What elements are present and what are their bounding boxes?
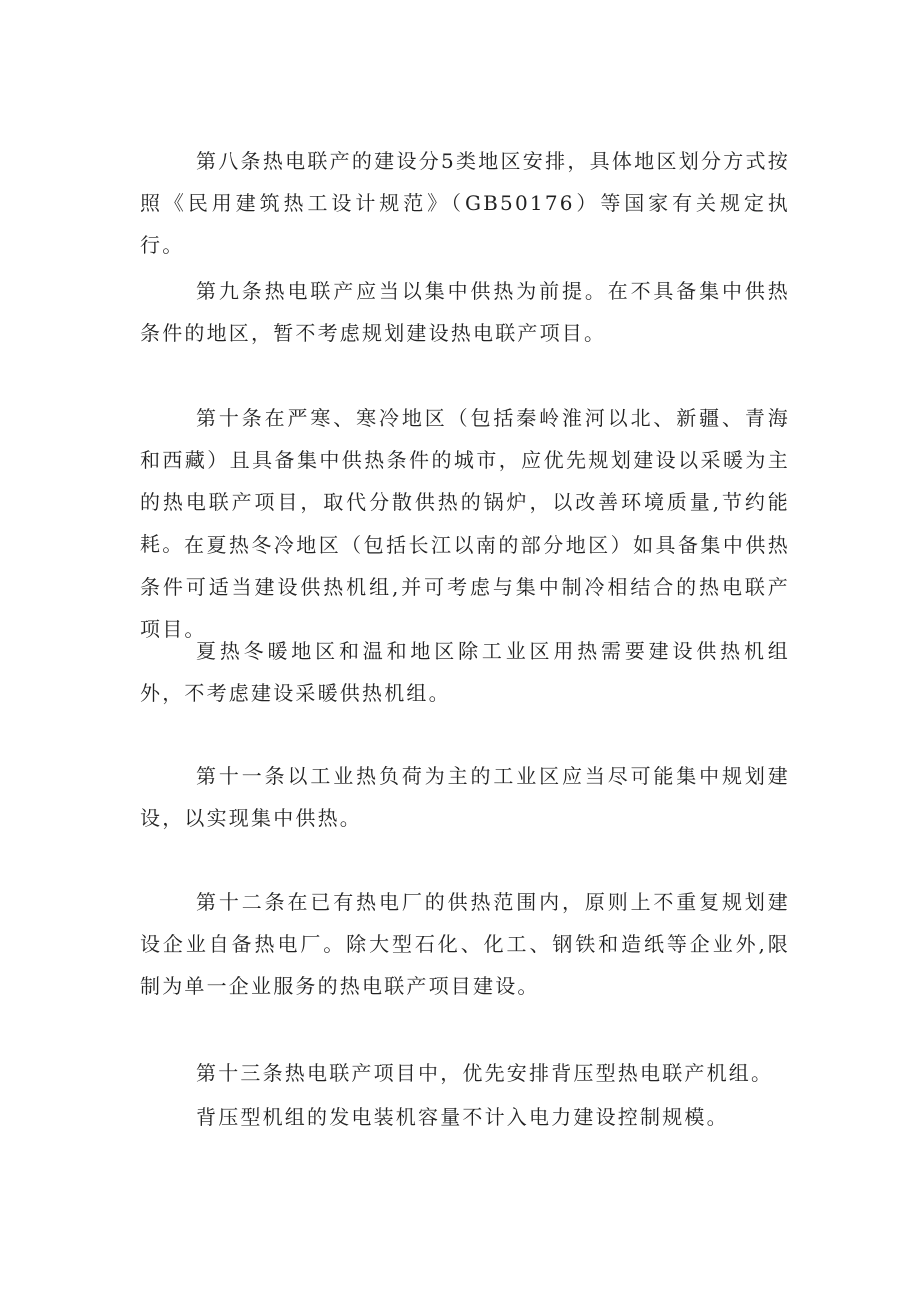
back-pressure-unit-paragraph: 背压型机组的发电装机容量不计入电力建设控制规模。	[196, 1105, 729, 1129]
article-8-paragraph: 第八条热电联产的建设分5类地区安排，具体地区划分方式按照《民用建筑热工设计规范》（GB50176）等国家有关规定执行。	[140, 149, 790, 257]
article-11-paragraph: 第十一条以工业热负荷为主的工业区应当尽可能集中规划建设，以实现集中供热。	[140, 764, 790, 830]
article-9-paragraph: 第九条热电联产应当以集中供热为前提。在不具备集中供热条件的地区，暂不考虑规划建设热电联产项目。	[140, 279, 790, 345]
article-13-paragraph: 第十三条热电联产项目中，优先安排背压型热电联产机组。	[196, 1061, 774, 1085]
hot-summer-cold-winter-paragraph: 在夏热冬冷地区（包括长江以南的部分地区）如具备集中供热条件可适当建设供热机组,并可考虑与集中制冷相结合的热电联产项目。	[140, 533, 790, 641]
article-10-paragraph: 第十条在严寒、寒冷地区（包括秦岭淮河以北、新疆、青海和西藏）且具备集中供热条件的城市，应优先规划建设以采暖为主的热电联产项目，取代分散供热的锅炉，以改善环境质量,节约能耗。	[140, 406, 790, 556]
hot-summer-warm-winter-paragraph: 夏热冬暖地区和温和地区除工业区用热需要建设供热机组外，不考虑建设采暖供热机组。	[140, 639, 790, 705]
article-12-paragraph: 第十二条在已有热电厂的供热范围内，原则上不重复规划建设企业自备热电厂。除大型石化、化工、钢铁和造纸等企业外,限制为单一企业服务的热电联产项目建设。	[140, 890, 790, 998]
